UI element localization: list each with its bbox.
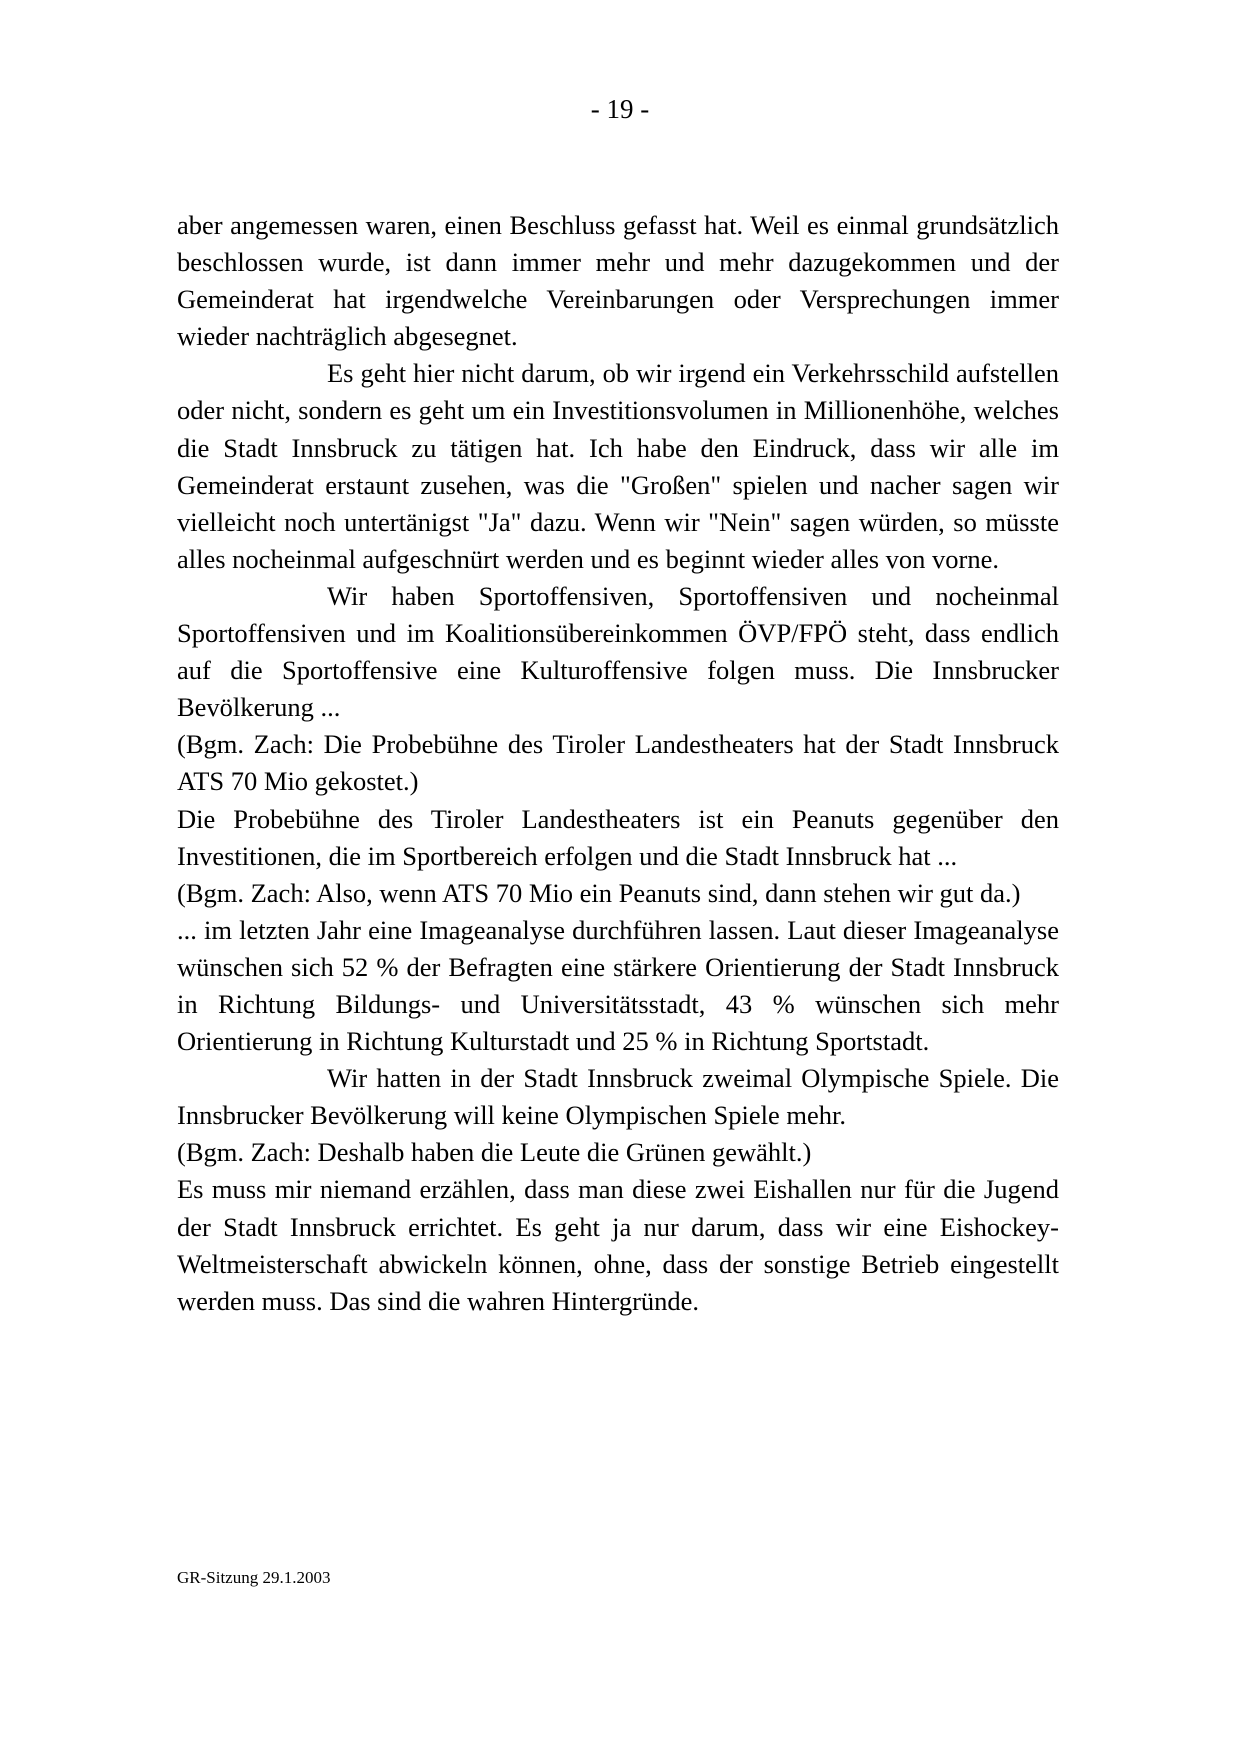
- paragraph: Wir hatten in der Stadt Innsbruck zweimal Olympische Spiele. Die Innsbrucker Bevölkerung will keine Olympischen Spiele mehr.: [177, 1063, 1059, 1131]
- interjection: (Bgm. Zach: Deshalb haben die Leute die Grünen gewählt.): [177, 1137, 812, 1168]
- paragraph: Die Probebühne des Tiroler Landestheaters ist ein Peanuts gegenüber den Investitionen, die im Sportbereich erfolgen und die Stadt Innsbruck hat ...: [177, 803, 1059, 871]
- paragraph: Wir haben Sportoffensiven, Sportoffensiven und nocheinmal Sportoffensiven und im Koalitionsübereinkommen ÖVP/FPÖ steht, dass endlich auf die Sportoffensive eine Kulturoffensive folgen muss. Die Innsbrucker Bevölkerung ...: [177, 580, 1059, 723]
- page-number: - 19 -: [590, 94, 650, 124]
- page-footer: GR-Sitzung 29.1.2003: [177, 1568, 331, 1587]
- paragraph: aber angemessen waren, einen Beschluss gefasst hat. Weil es einmal grundsätzlich beschlossen wurde, ist dann immer mehr und mehr dazugekommen und der Gemeinderat hat irgendwelche Vereinbarungen oder Versprechungen immer wieder nachträglich abgesegnet.: [177, 210, 1059, 352]
- interjection: (Bgm. Zach: Die Probebühne des Tiroler Landestheaters hat der Stadt Innsbruck ATS 70 Mio gekostet.): [177, 729, 1059, 797]
- paragraph: Es muss mir niemand erzählen, dass man diese zwei Eishallen nur für die Jugend der Stadt Innsbruck errichtet. Es geht ja nur darum, dass wir eine Eishockey-Weltmeisterschaft abwickeln können, ohne, dass der sonstige Betrieb eingestellt werden muss. Das sind die wahren Hintergründe.: [177, 1174, 1059, 1316]
- document-body: [177, 207, 1059, 1320]
- interjection: (Bgm. Zach: Also, wenn ATS 70 Mio ein Peanuts sind, dann stehen wir gut da.): [177, 877, 1021, 908]
- paragraph: ... im letzten Jahr eine Imageanalyse durchführen lassen. Laut dieser Imageanalyse wünschen sich 52 % der Befragten eine stärkere Orientierung der Stadt Innsbruck in Richtung Bildungs- und Universitätsstadt, 43 % wünschen sich mehr Orientierung in Richtung Kulturstadt und 25 % in Richtung Sportstadt.: [177, 914, 1059, 1057]
- paragraph: Es geht hier nicht darum, ob wir irgend ein Verkehrsschild aufstellen oder nicht, sondern es geht um ein Investitionsvolumen in Millionenhöhe, welches die Stadt Innsbruck zu tätigen hat. Ich habe den Eindruck, dass wir alle im Gemeinderat erstaunt zusehen, was die "Großen" spielen und nacher sagen wir vielleicht noch untertänigst "Ja" dazu. Wenn wir "Nein" sagen würden, so müsste alles nocheinmal aufgeschnürt werden und es beginnt wieder alles von vorne.: [177, 358, 1059, 574]
